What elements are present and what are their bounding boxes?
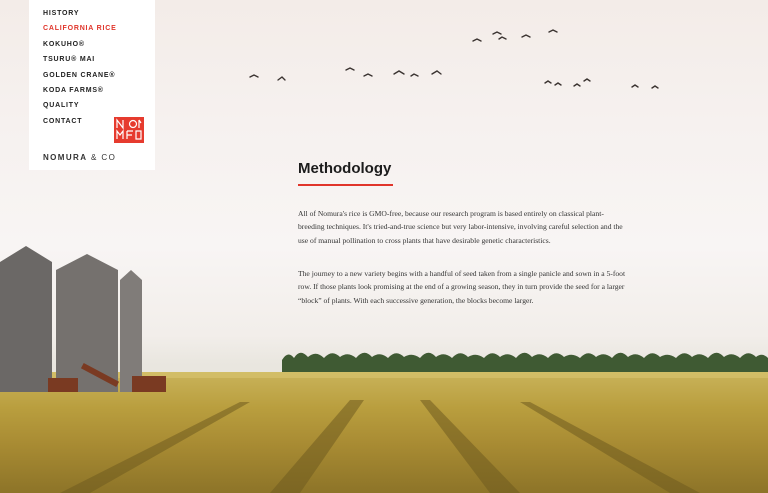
nav-item-history[interactable]: HISTORY [43,10,80,17]
brand-wordmark[interactable] [43,153,116,162]
nav-item-koda-farms[interactable]: KODA FARMS® [43,86,104,94]
nav-item-contact[interactable]: CONTACT [43,117,83,125]
brand-name: NOMURA [43,153,88,162]
page-title: Methodology [298,160,392,177]
nav-item-quality[interactable]: QUALITY [43,102,80,110]
nav-item-kokuho[interactable]: KOKUHO® [43,40,85,48]
brand-suffix: & CO [91,153,117,162]
grain-silos-illustration [0,240,175,400]
nav-item-golden-crane[interactable]: GOLDEN CRANE® [43,71,116,79]
nomura-logo-icon[interactable] [114,117,144,143]
title-underline [298,184,393,186]
nav-item-california-rice[interactable]: CALIFORNIA RICE [43,25,117,33]
seal-glyph-icon [114,117,144,143]
body-paragraph-2: The journey to a new variety begins with a handful of seed taken from a single panicle and sown in a 5-foot row. If those plants look promising at the end of a growing season, they in turn provide the seed for a larger “block” of plants. With each successive generation, the blocks become larger. [298,269,626,305]
birds-flock-illustration [240,25,670,95]
nav-item-tsuru-mai[interactable]: TSURU® MAI [43,56,96,64]
body-paragraph-1: All of Nomura's rice is GMO-free, because our research program is based entirely on classical plant-breeding techniques. It's tried-and-true science but very labor-intensive, involving careful selection and the use of manual pollination to cross plants that have desirable genetic characteristics. [298,209,623,245]
side-navigation [29,0,155,170]
